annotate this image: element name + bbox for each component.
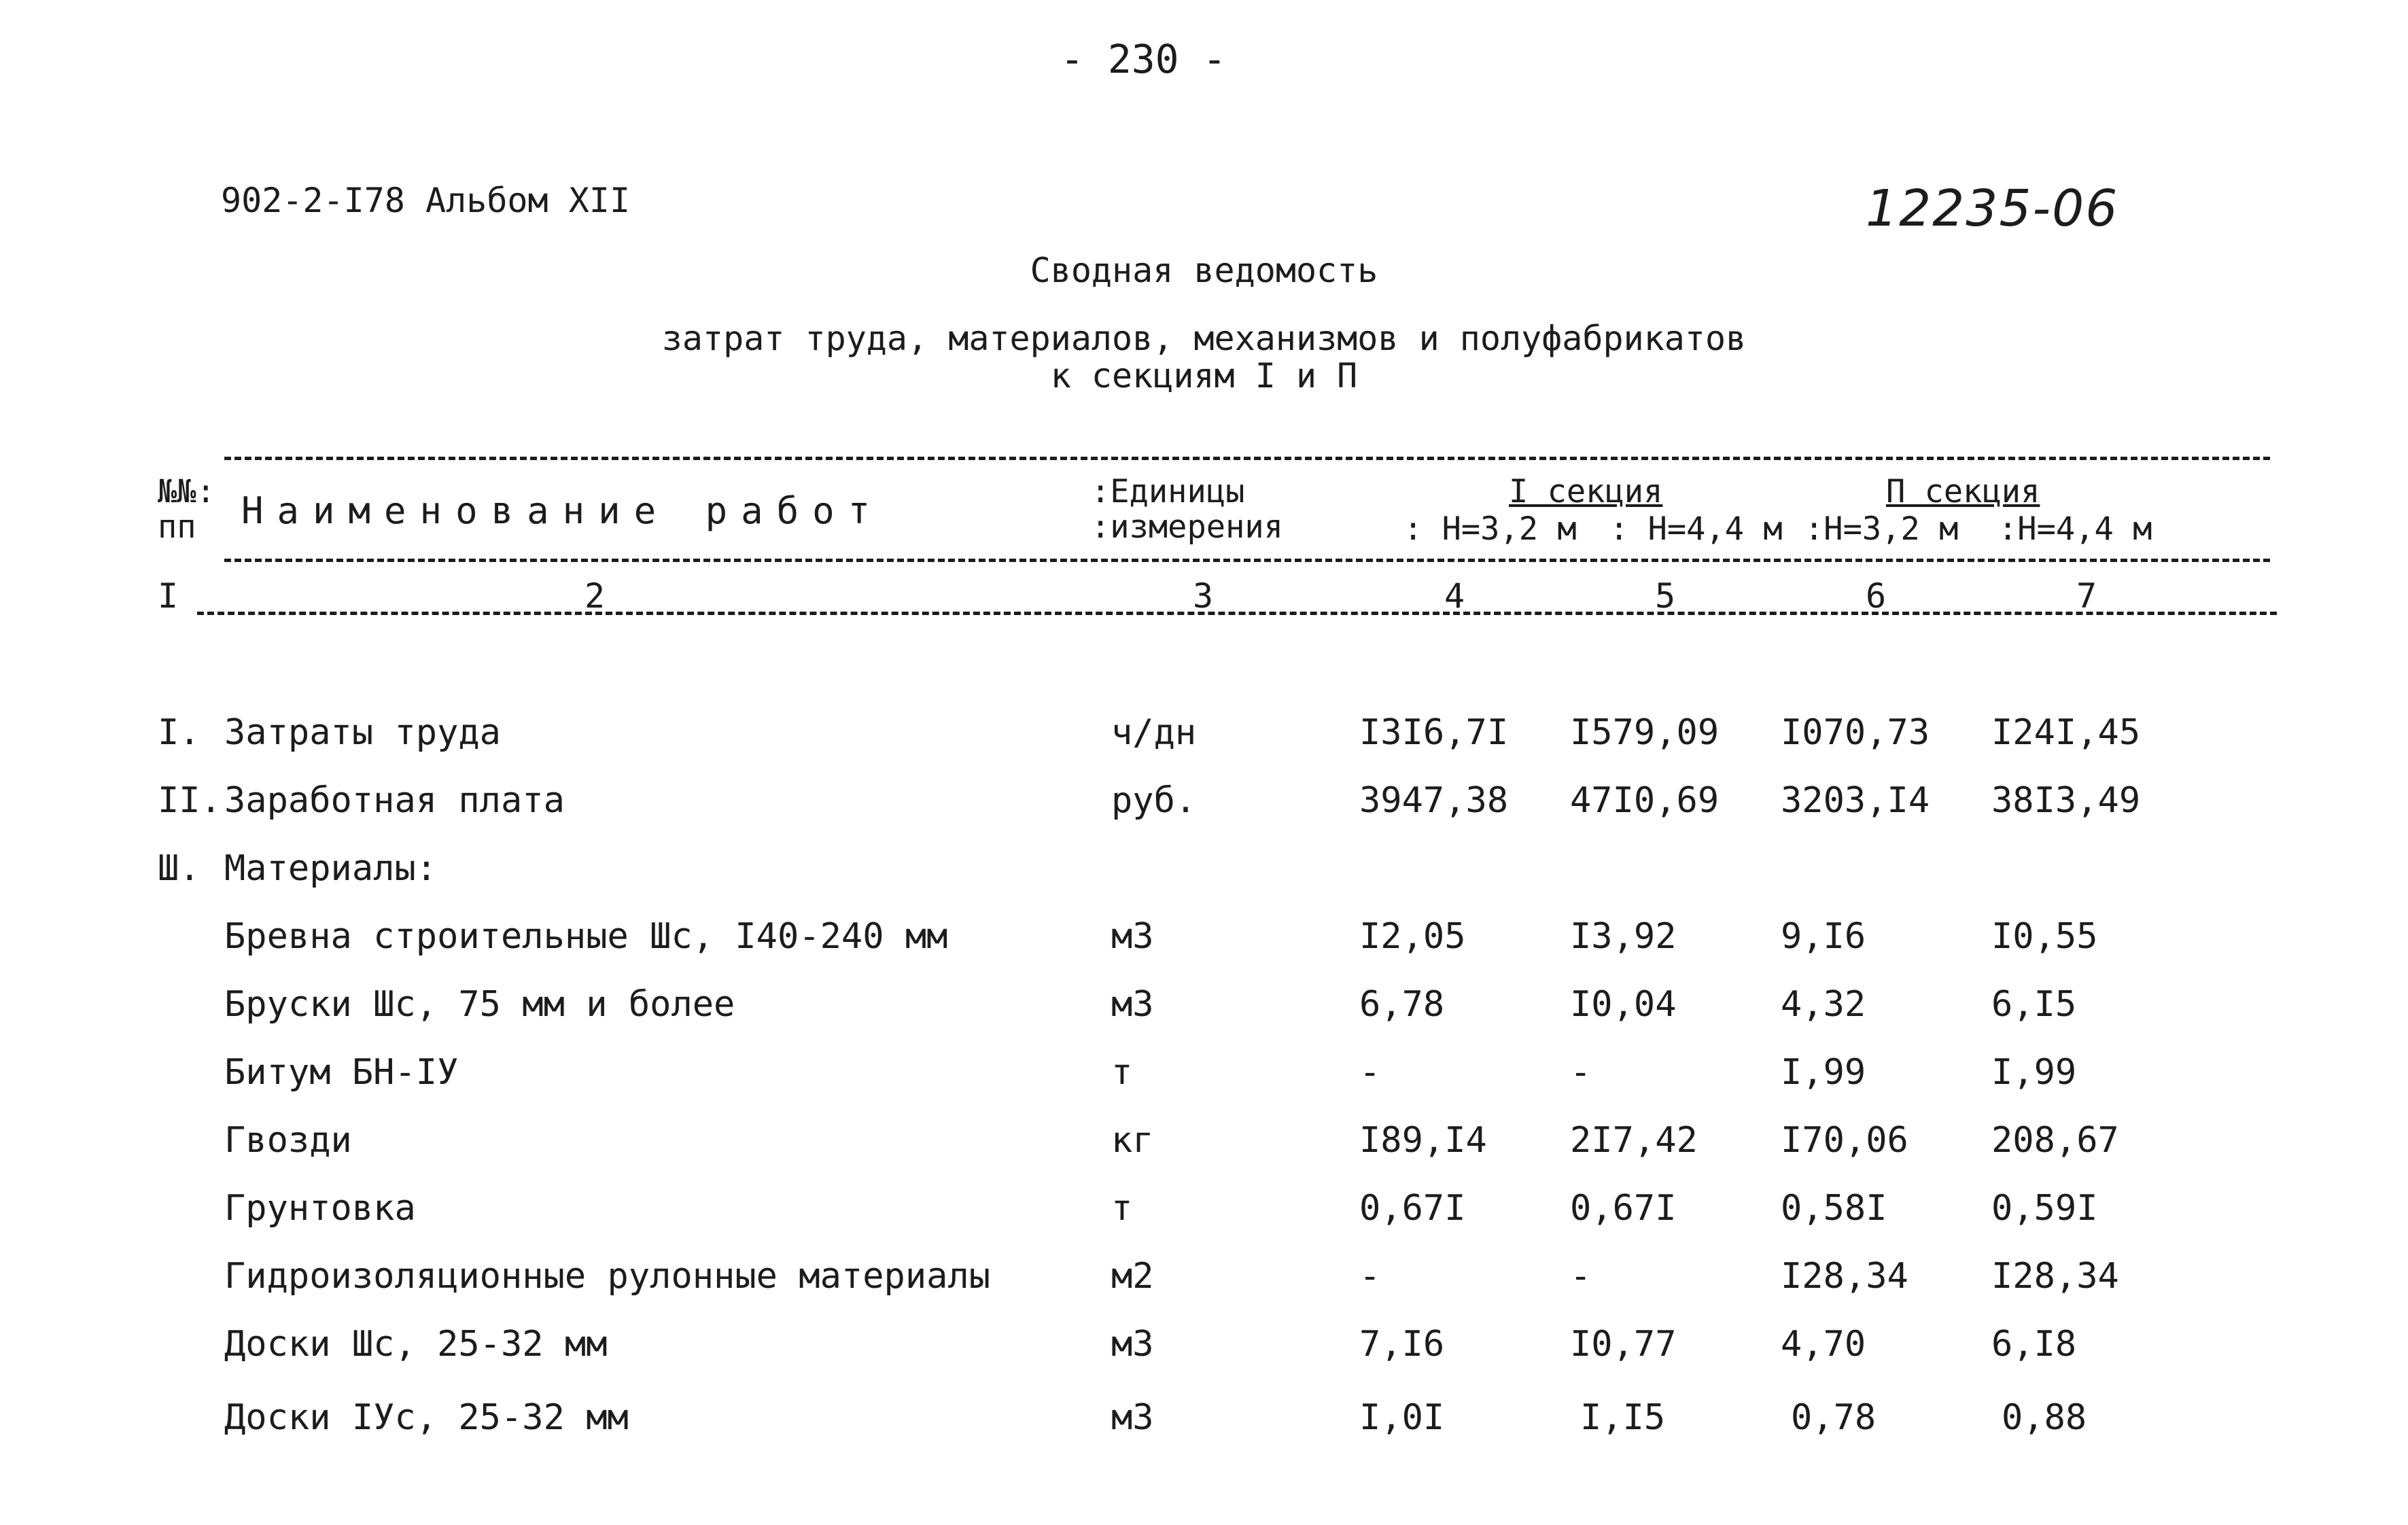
column-number-6: 6 [1866, 576, 1887, 616]
row-name: Грунтовка [224, 1188, 416, 1229]
row-unit: м3 [1111, 1324, 1154, 1365]
table-row [0, 1256, 2408, 1327]
header-height-col7: :Н=4,4 м [1998, 510, 2152, 548]
header-height-col4: : Н=3,2 м [1403, 510, 1577, 548]
table-row [0, 1120, 2408, 1191]
document-subtitle: затрат труда, материалов, механизмов и полуфабрикатов [661, 319, 1747, 358]
row-value-col6: 4,70 [1781, 1324, 1866, 1365]
row-unit: т [1111, 1052, 1133, 1093]
row-value-col7: 38I3,49 [1991, 780, 2141, 821]
header-section-2: П секция [1886, 473, 2040, 510]
row-value-col7: 6,I5 [1991, 984, 2077, 1025]
row-name: Доски IУс, 25-32 мм [224, 1397, 629, 1438]
row-value-col5: - [1570, 1256, 1592, 1297]
row-name: Затраты труда [224, 712, 501, 753]
row-name: Материалы: [224, 848, 438, 889]
row-value-col5: - [1570, 1052, 1592, 1093]
table-top-rule [224, 457, 2270, 460]
row-unit: ч/дн [1111, 712, 1197, 753]
table-row [0, 984, 2408, 1055]
table-row [0, 1052, 2408, 1123]
column-number-7: 7 [2076, 576, 2097, 616]
table-row [0, 712, 2408, 783]
table-row [0, 848, 2408, 919]
row-value-col6: 0,58I [1781, 1188, 1887, 1229]
row-number: I. [158, 712, 200, 753]
row-unit: м3 [1111, 1397, 1154, 1438]
row-value-col5: I0,77 [1570, 1324, 1677, 1365]
row-value-col7: 6,I8 [1991, 1324, 2077, 1365]
row-value-col4: I3I6,7I [1359, 712, 1509, 753]
row-value-col4: - [1359, 1256, 1381, 1297]
row-value-col7: 0,59I [1991, 1188, 2098, 1229]
row-unit: м2 [1111, 1256, 1154, 1297]
row-value-col6: I,99 [1781, 1052, 1866, 1093]
table-row [0, 780, 2408, 851]
row-value-col6: 3203,I4 [1781, 780, 1930, 821]
row-unit: руб. [1111, 780, 1197, 821]
row-value-col5: 2I7,42 [1570, 1120, 1698, 1161]
row-name: Доски Шс, 25-32 мм [224, 1324, 608, 1365]
row-value-col5: I3,92 [1570, 916, 1677, 957]
row-value-col7: I24I,45 [1991, 712, 2141, 753]
row-value-col4: 3947,38 [1359, 780, 1509, 821]
row-value-col5: I0,04 [1570, 984, 1677, 1025]
column-numbers-rule [197, 612, 2277, 615]
row-value-col6: I70,06 [1781, 1120, 1908, 1161]
header-divider-rule [224, 559, 2270, 562]
column-number-4: 4 [1444, 576, 1465, 616]
row-value-col4: I89,I4 [1359, 1120, 1487, 1161]
row-value-col4: - [1359, 1052, 1381, 1093]
row-value-col7: 0,88 [2002, 1397, 2087, 1438]
header-number-label: №№: [158, 473, 215, 510]
row-unit: кг [1111, 1120, 1154, 1161]
row-value-col7: 208,67 [1991, 1120, 2119, 1161]
column-number-2: 2 [584, 576, 606, 616]
row-name: Бревна строительные Шс, I40-240 мм [224, 916, 948, 957]
row-value-col4: 6,78 [1359, 984, 1445, 1025]
row-value-col7: I28,34 [1991, 1256, 2119, 1297]
column-number-3: 3 [1193, 576, 1214, 616]
header-unit-label: :Единицы [1091, 473, 1245, 510]
row-value-col6: I28,34 [1781, 1256, 1908, 1297]
row-unit: т [1111, 1188, 1133, 1229]
row-value-col7: I,99 [1991, 1052, 2077, 1093]
header-height-col6: :Н=3,2 м [1804, 510, 1959, 548]
header-height-col5: : Н=4,4 м [1609, 510, 1783, 548]
table-row [0, 916, 2408, 987]
row-name: Бруски Шс, 75 мм и более [224, 984, 735, 1025]
row-name: Заработная плата [224, 780, 565, 821]
row-value-col5: 47I0,69 [1570, 780, 1720, 821]
document-subtitle-sections: к секциям I и П [1050, 356, 1358, 396]
row-unit: м3 [1111, 916, 1154, 957]
column-number-5: 5 [1655, 576, 1676, 616]
row-name: Гвозди [224, 1120, 352, 1161]
row-value-col6: 9,I6 [1781, 916, 1866, 957]
row-name: Гидроизоляционные рулонные материалы [224, 1256, 991, 1297]
document-title: Сводная ведомость [1030, 251, 1378, 290]
row-value-col4: 0,67I [1359, 1188, 1466, 1229]
row-value-col4: I,0I [1359, 1397, 1445, 1438]
header-number-sublabel: пп [158, 508, 196, 546]
row-value-col5: I579,09 [1570, 712, 1720, 753]
row-value-col7: I0,55 [1991, 916, 2098, 957]
row-value-col4: 7,I6 [1359, 1324, 1445, 1365]
row-name: Битум БН-IУ [224, 1052, 459, 1093]
row-value-col5: 0,67I [1570, 1188, 1677, 1229]
document-reference: 902-2-I78 Альбом XII [221, 181, 631, 220]
header-name-of-works: Наименование работ [241, 489, 884, 532]
table-row [0, 1324, 2408, 1395]
column-number-1: I [158, 576, 179, 616]
row-value-col6: 4,32 [1781, 984, 1866, 1025]
archive-number: 12235-06 [1866, 179, 2119, 238]
row-number: II. [158, 780, 222, 821]
row-value-col5: I,I5 [1580, 1397, 1666, 1438]
row-number: Ш. [158, 848, 200, 889]
page-number: - 230 - [1060, 36, 1227, 82]
header-section-1: I секция [1509, 473, 1663, 510]
table-row [0, 1397, 2408, 1468]
row-unit: м3 [1111, 984, 1154, 1025]
table-row [0, 1188, 2408, 1259]
row-value-col6: I070,73 [1781, 712, 1930, 753]
row-value-col6: 0,78 [1791, 1397, 1877, 1438]
header-unit-sublabel: :измерения [1091, 508, 1283, 546]
row-value-col4: I2,05 [1359, 916, 1466, 957]
